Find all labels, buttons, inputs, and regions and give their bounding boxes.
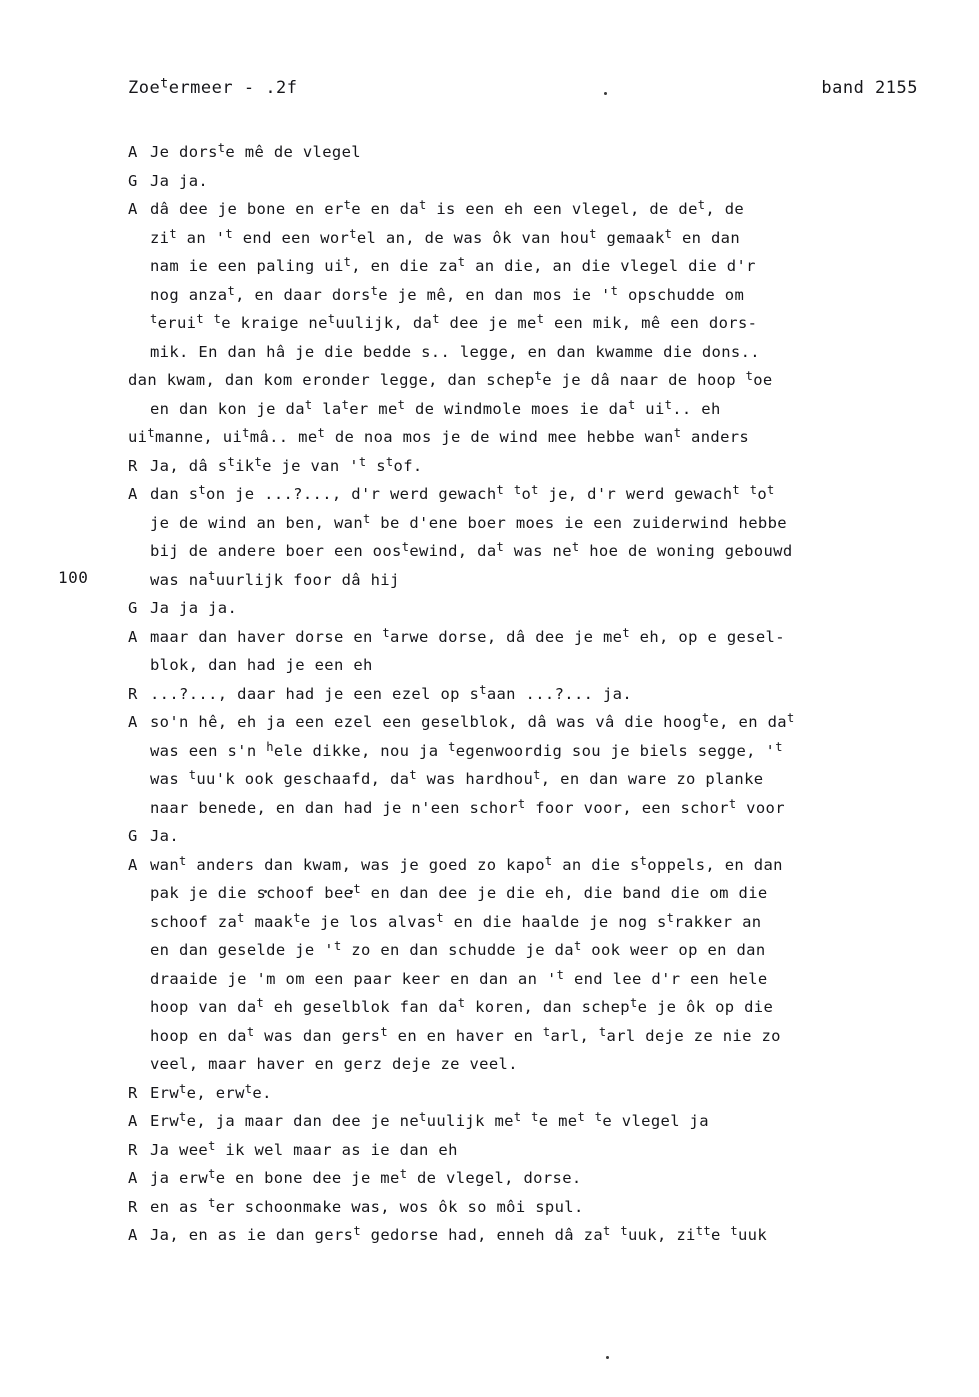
line-text: dan kwam, dan kom eronder legge, dan schep$^t$e je dâ naar de hoop $^t$oe [128,368,773,389]
transcript-line [128,594,979,623]
transcript-line [128,224,979,253]
line-text: hoop van $da^t$ eh geselblok fan $da^t$ koren, dan schep$^t$e je ôk op die [150,995,774,1016]
line-text: maar dan haver dorse en $^t$arwe dorse, dâ dee je $me^t$ eh, op e gesel- [150,625,785,646]
line-text: nog anza$^t$, en daar dors$^t$e je mê, en dan mos ie '$^t$ opschudde om [150,283,745,304]
transcript-line [128,1022,979,1051]
transcript-line [128,281,979,310]
line-text: mik. En dan hâ je die bedde s.. legge, en dan kwamme die dons.. [150,342,760,361]
line-text: nam ie een paling $ui^t$, en die $za^t$ an die, an die vlegel die d'r [150,254,756,275]
transcript-line [128,195,979,224]
transcript-line [128,566,979,595]
transcript-line [128,908,979,937]
line-text: ...?..., daar had je een ezel op $s^taan$ ...?... ja. [150,682,633,703]
speaker-label: A [128,713,138,731]
transcript-line [128,509,979,538]
transcript-line [128,1193,979,1222]
page-header [128,78,918,98]
line-text: Ja wee$^t$ ik wel maar as ie dan eh [150,1138,458,1159]
transcript-line [128,395,979,424]
stray-ink-mark-bottom [606,1356,609,1359]
transcript-line [128,1107,979,1136]
transcript-line [128,993,979,1022]
speaker-label: R [128,1197,138,1216]
transcript-line [128,1136,979,1165]
speaker-label: G [128,171,138,190]
speaker-label: A [128,1226,138,1244]
transcript-line [128,423,979,452]
speaker-label: R [128,1140,138,1159]
transcript-line [128,623,979,652]
header-band-number: band 2155 [821,78,918,98]
speaker-label: A [128,143,138,161]
transcript-line [128,338,979,367]
speaker-label: A [128,855,138,874]
line-text: pak je die schoof bee$^t$ en dan dee je die eh, die band die om die [150,881,768,902]
transcript-line [128,480,979,509]
line-text: blok, dan had je een eh [150,656,373,674]
transcript-line [128,1164,979,1193]
speaker-label: G [128,599,138,617]
line-text: en as $^t$er schoonmake was, wos ôk so môi spul. [150,1195,584,1216]
transcript-line [128,851,979,880]
line-text: Erw$^t$e, erw$^t$e. [150,1081,272,1102]
transcript-line [128,252,979,281]
line-text: en dan kon je $da^t$ $la^ter$ $me^t$ de windmole moes ie $da^t$ $ui^t$.. eh [150,397,721,418]
transcript-line [128,708,979,737]
header-title: Zoe$^t$ermeer - .2f [128,76,298,98]
line-text: was een s'n $^h$ele dikke, nou ja $^t$egenwoordig sou je biels segge, '$^t$ [150,739,783,760]
transcript-line [128,366,979,395]
line-text: $ui^tmanne$, $ui^tmâ$.. $me^t$ de noa mos je de wind mee hebbe wan$^t$ anders [128,425,750,446]
line-text: draaide je 'm om een paar keer en dan an '$^t$ end lee d'r een hele [150,967,768,988]
line-text: naar benede, en dan had je n'een schor$^t$ foor voor, een schor$^t$ voor [150,796,785,817]
line-text: Erw$^t$e, ja maar dan dee je $ne^tuulijk$ $me^t$ $^t$e $me^t$ $^t$e vlegel ja [150,1109,709,1130]
transcript-line [128,452,979,481]
line-text: je de wind an ben, wan$^t$ be d'ene boer moes ie een zuiderwind hebbe [150,511,787,532]
transcript-line [128,167,979,196]
transcript-line [128,879,979,908]
line-text: Ja, en as ie dan gers$^t$ gedorse had, enneh dâ $za^t$ $^t$uuk, $zi^{tt}e$ $^t$uuk [150,1223,768,1244]
transcript-line [128,936,979,965]
margin-line-number: 100 [58,567,89,587]
line-text: veel, maar haver en gerz deje ze veel. [150,1055,518,1073]
transcript-line [128,794,979,823]
line-text: bij de andere boer een oos$^t$ewind, $da^t$ was $ne^t$ hoe de woning gebouwd [150,539,793,560]
transcript-line [128,138,979,167]
speaker-label: R [128,1083,138,1102]
transcript-line [128,680,979,709]
transcript-line [128,737,979,766]
speaker-label: A [128,627,138,646]
line-text: dan $s^ton$ je ...?..., d'r werd gewach$^t$ $^to^t$ je, d'r werd gewach$^t$ $^to^t$ [150,482,775,503]
line-text: schoof $za^t$ maak$^t$e je los alvas$^t$ en die haalde je nog $s^trakker$ an [150,910,762,931]
speaker-label: A [128,485,138,503]
line-text: was $^t$uu'k ook geschaafd, $da^t$ was hardhou$^t$, en dan ware zo planke [150,767,764,788]
transcript-body [128,138,979,1250]
line-text: Ja ja. [150,171,209,190]
transcript-line [128,1221,979,1250]
speaker-label: G [128,827,138,845]
speaker-label: A [128,1112,138,1130]
transcript-line [128,1050,979,1079]
line-text: ja erw$^t$e en bone dee je $me^t$ de vlegel, dorse. [150,1166,582,1187]
transcript-line [128,765,979,794]
line-text: hoop en $da^t$ was dan gers$^t$ en en haver en $^t$arl, $^t$arl deje ze nie zo [150,1024,781,1045]
transcript-line [128,965,979,994]
line-text: Ja, dâ $s^tik^te$ je van '$^t$ $s^tof$. [150,454,423,475]
transcript-line [128,309,979,338]
line-text: $^t$erui$^t$ $^t$e kraige $ne^tuulijk$, $da^t$ dee je $me^t$ een mik, mê een dors- [150,311,758,332]
line-text: was $na^tuurlijk$ foor dâ hij [150,568,400,589]
line-text: wan$^t$ anders dan kwam, was je goed zo kapo$^t$ an die $s^toppels$, en dan [150,853,783,874]
stray-ink-mark-top [604,92,607,95]
transcript-line [128,537,979,566]
line-text: Je dors$^t$e mê de vlegel [150,140,361,161]
speaker-label: R [128,456,138,475]
line-text: so'n hê, eh ja een ezel een geselblok, dâ was vâ die hoog$^t$e, en $da^t$ [150,710,795,731]
line-text: $zi^t$ an '$^t$ end een wor$^t$el an, de was ôk van hou$^t$ gemaak$^t$ en dan [150,226,741,247]
speaker-label: R [128,684,138,703]
transcript-line [128,822,979,851]
line-text: Ja ja ja. [150,599,238,617]
line-text: Ja. [150,827,180,845]
speaker-label: A [128,1169,138,1187]
line-text: dâ dee je bone en $er^te$ en $da^t$ is een eh een vlegel, de $de^t$, de [150,197,745,218]
transcript-line [128,651,979,680]
transcript-line [128,1079,979,1108]
line-text: en dan geselde je '$^t$ zo en dan schudde je $da^t$ ook weer op en dan [150,938,766,959]
speaker-label: A [128,200,138,218]
